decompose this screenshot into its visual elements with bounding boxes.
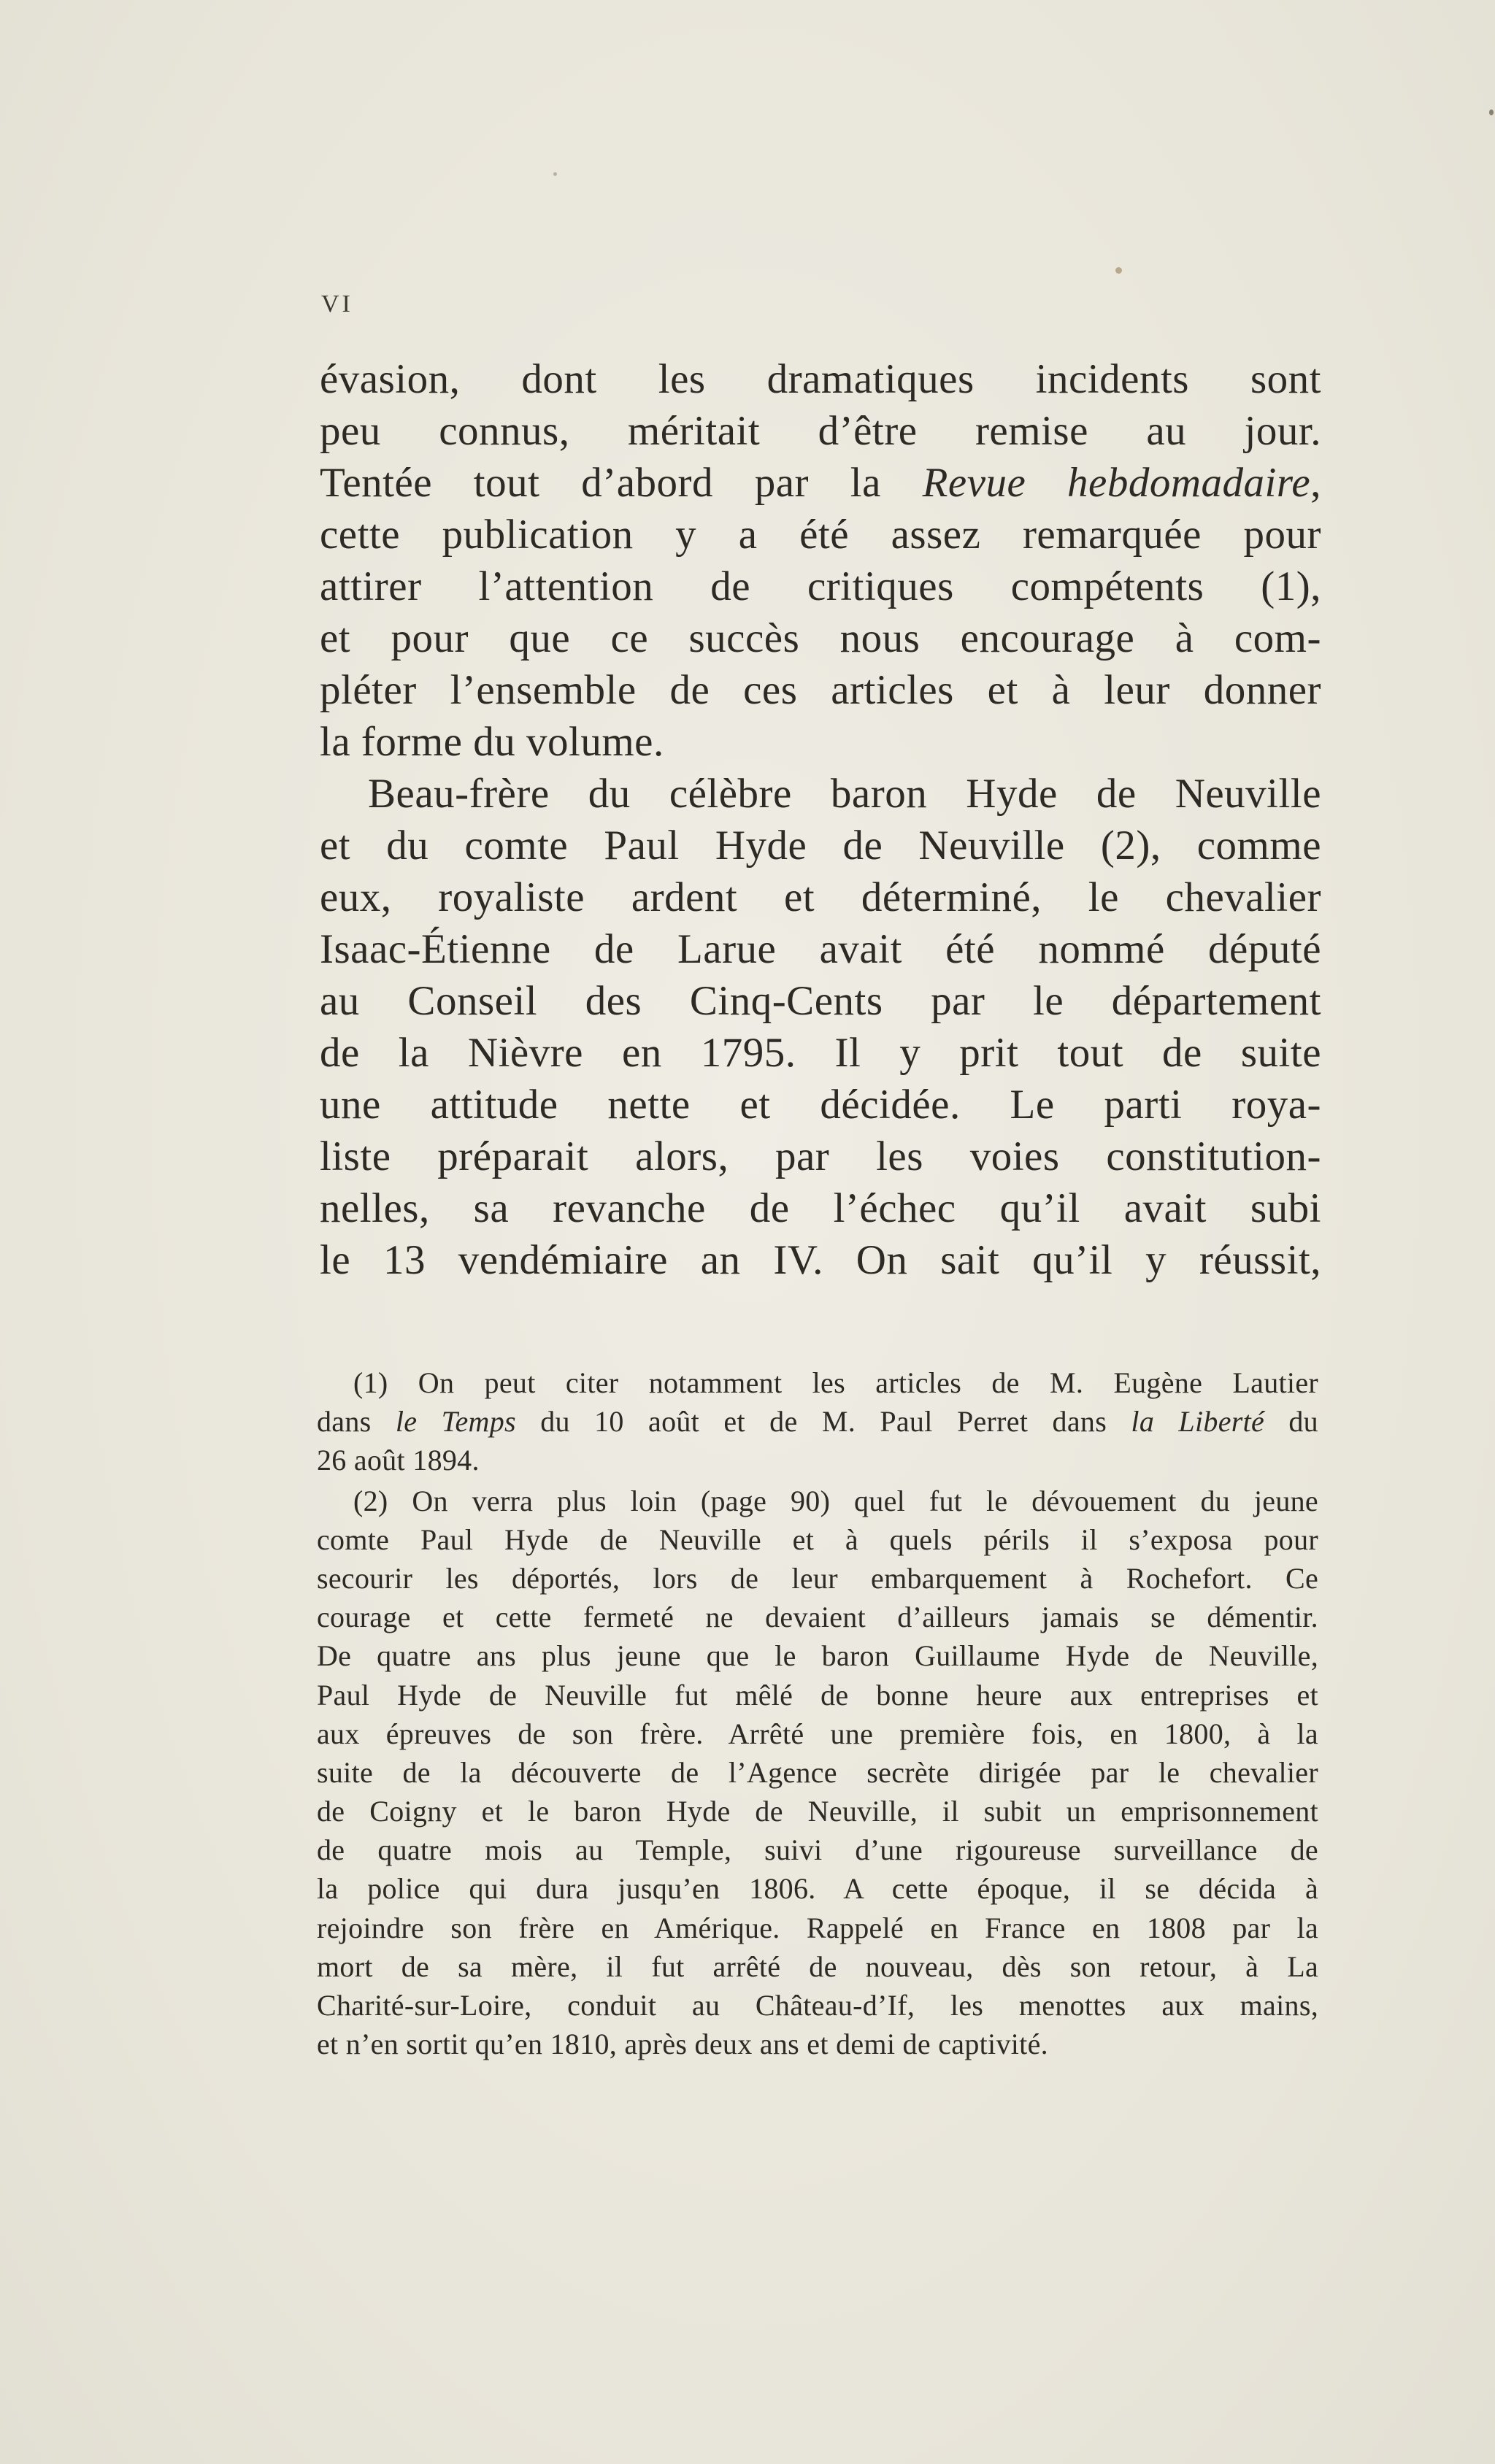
footnote-line: (1) On peut citer notamment les articles de M. Eugène Lautier (353, 1366, 1318, 1399)
footnote-line: Charité-sur-Loire, conduit au Château-d’If, les menottes aux mains, (317, 1989, 1318, 2022)
footnote-line: (2) On verra plus loin (page 90) quel fut le dévouement du jeune (353, 1484, 1318, 1517)
text-line: Beau-frère du célèbre baron Hyde de Neuville (368, 771, 1321, 817)
paper-speck (553, 172, 557, 176)
text-line: une attitude nette et décidée. Le parti roya- (320, 1082, 1321, 1128)
text-line: Isaac-Étienne de Larue avait été nommé député (320, 926, 1321, 972)
paper-speck (1489, 109, 1494, 115)
text-line: attirer l’attention de critiques compétents (1), (320, 563, 1321, 609)
footnote-line: 26 août 1894. (317, 1444, 480, 1477)
footnote-line: de quatre mois au Temple, suivi d’une rigoureuse surveillance de (317, 1833, 1318, 1867)
text-fragment: dans (317, 1405, 396, 1439)
text-line: de la Nièvre en 1795. Il y prit tout de suite (320, 1030, 1321, 1076)
text-line: et du comte Paul Hyde de Neuville (2), comme (320, 823, 1321, 869)
text-line: évasion, dont les dramatiques incidents sont (320, 356, 1321, 402)
footnote-line: comte Paul Hyde de Neuville et à quels périls il s’exposa pour (317, 1522, 1318, 1556)
text-fragment: Tentée tout d’abord par la (320, 460, 923, 506)
text-line: cette publication y a été assez remarquée pour (320, 512, 1321, 558)
footnote-line: aux épreuves de son frère. Arrêté une première fois, en 1800, à la (317, 1717, 1318, 1750)
text-line: pléter l’ensemble de ces articles et à leur donner (320, 667, 1321, 713)
footnote-line: suite de la découverte de l’Agence secrète dirigée par le chevalier (317, 1755, 1318, 1789)
footnotes (317, 1363, 1318, 2063)
text-line: nelles, sa revanche de l’échec qu’il avait subi (320, 1185, 1321, 1231)
text-line (320, 457, 1321, 509)
footnote-line: De quatre ans plus jeune que le baron Guillaume Hyde de Neuville, (317, 1639, 1318, 1673)
footnote-line: secourir les déportés, lors de leur embarquement à Rochefort. Ce (317, 1561, 1318, 1595)
text-line: le 13 vendémiaire an IV. On sait qu’il y réussit, (320, 1237, 1321, 1283)
text-line: eux, royaliste ardent et déterminé, le chevalier (320, 874, 1321, 920)
footnote-line: mort de sa mère, il fut arrêté de nouveau, dès son retour, à La (317, 1949, 1318, 1983)
text-line: et pour que ce succès nous encourage à com- (320, 615, 1321, 661)
paper-speck (1115, 267, 1122, 274)
footnote-line: courage et cette fermeté ne devaient d’ailleurs jamais se démentir. (317, 1601, 1318, 1634)
text-line: au Conseil des Cinq-Cents par le département (320, 978, 1321, 1024)
footnote-line: rejoindre son frère en Amérique. Rappelé en France en 1808 par la (317, 1911, 1318, 1944)
text-fragment: , (1310, 460, 1321, 506)
footnote-line: et n’en sortit qu’en 1810, après deux ans et demi de captivité. (317, 2028, 1048, 2061)
newspaper-title: le Temps (395, 1405, 516, 1439)
footnote-line: de Coigny et le baron Hyde de Neuville, il subit un emprisonnement (317, 1795, 1318, 1828)
journal-title: Revue hebdomadaire (922, 460, 1311, 506)
newspaper-title: la Liberté (1131, 1405, 1265, 1439)
main-text (320, 353, 1321, 1286)
footnote-line: Paul Hyde de Neuville fut mêlé de bonne heure aux entreprises et (317, 1678, 1318, 1712)
text-line: liste préparait alors, par les voies constitution- (320, 1133, 1321, 1179)
footnote-line: la police qui dura jusqu’en 1806. A cette époque, il se décida à (317, 1872, 1318, 1906)
text-fragment: du 10 août et de M. Paul Perret dans (515, 1405, 1131, 1439)
page-folio: VI (321, 290, 353, 317)
text-fragment: du (1264, 1405, 1318, 1439)
text-line: la forme du volume. (320, 719, 664, 765)
text-line: peu connus, méritait d’être remise au jour. (320, 408, 1321, 454)
footnote-line (317, 1402, 1318, 1441)
